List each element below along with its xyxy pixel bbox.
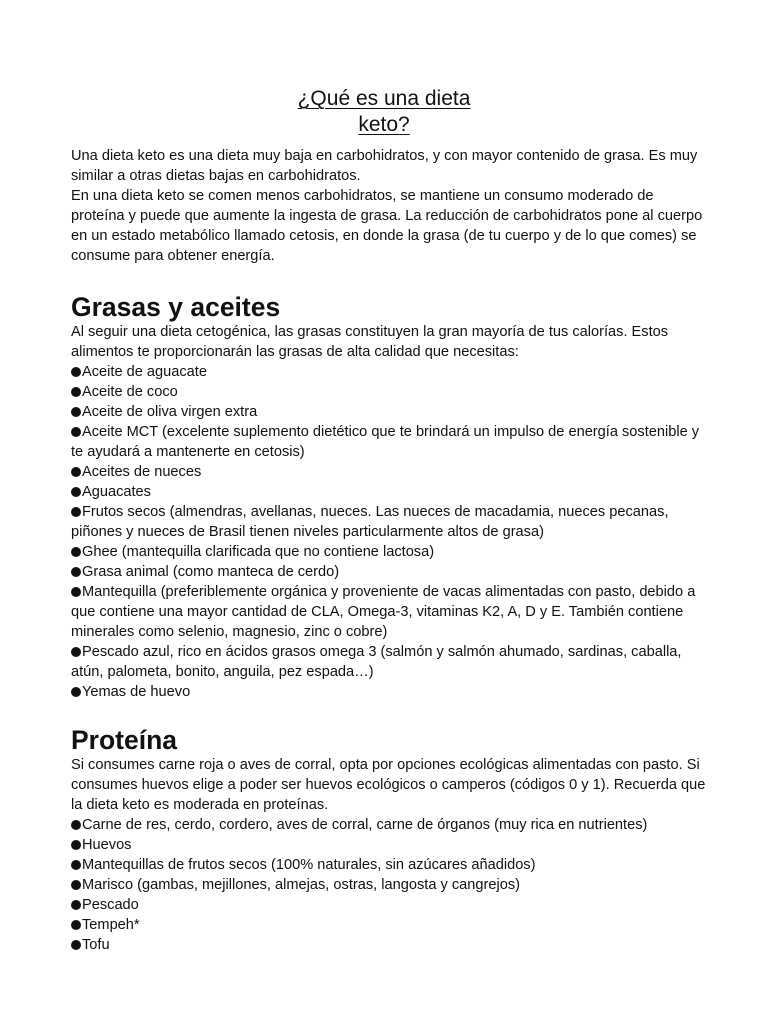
bullet-icon bbox=[71, 507, 81, 517]
bullet-icon bbox=[71, 820, 81, 830]
list-item: Huevos bbox=[71, 835, 711, 855]
bullet-icon bbox=[71, 880, 81, 890]
bullet-icon bbox=[71, 467, 81, 477]
bullet-icon bbox=[71, 367, 81, 377]
list-item: Grasa animal (como manteca de cerdo) bbox=[71, 562, 711, 582]
list-item: Carne de res, cerdo, cordero, aves de corral, carne de órganos (muy rica en nutrientes) bbox=[71, 815, 711, 835]
bullet-icon bbox=[71, 860, 81, 870]
intro-paragraph-1: Una dieta keto es una dieta muy baja en carbohidratos, y con mayor contenido de grasa. Es muy similar a otras dietas bajas en carbohidratos. bbox=[71, 148, 698, 184]
section-heading-proteina: Proteína bbox=[71, 725, 178, 755]
page-title-line-1: ¿Qué es una dieta bbox=[297, 87, 471, 110]
list-item: Mantequillas de frutos secos (100% naturales, sin azúcares añadidos) bbox=[71, 855, 711, 875]
proteina-list bbox=[71, 815, 711, 955]
bullet-icon bbox=[71, 487, 81, 497]
list-item: Marisco (gambas, mejillones, almejas, ostras, langosta y cangrejos) bbox=[71, 875, 711, 895]
bullet-icon bbox=[71, 427, 81, 437]
bullet-icon bbox=[71, 407, 81, 417]
bullet-icon bbox=[71, 840, 81, 850]
bullet-icon bbox=[71, 920, 81, 930]
list-item: Aguacates bbox=[71, 482, 711, 502]
page-title-line-2: keto? bbox=[358, 113, 410, 136]
document-content bbox=[71, 146, 711, 955]
bullet-icon bbox=[71, 940, 81, 950]
list-item: Aceite de aguacate bbox=[71, 362, 711, 382]
bullet-icon bbox=[71, 567, 81, 577]
list-item: Tempeh* bbox=[71, 915, 711, 935]
bullet-icon bbox=[71, 687, 81, 697]
bullet-icon bbox=[71, 387, 81, 397]
list-item: Frutos secos (almendras, avellanas, nueces. Las nueces de macadamia, nueces pecanas, piñones y nueces de Brasil tienen niveles particularmente altos de grasa) bbox=[71, 504, 669, 540]
bullet-icon bbox=[71, 900, 81, 910]
section-heading-grasas: Grasas y aceites bbox=[71, 292, 281, 322]
list-item: Aceite de oliva virgen extra bbox=[71, 402, 711, 422]
proteina-intro: Si consumes carne roja o aves de corral, opta por opciones ecológicas alimentadas con pasto. Si consumes huevos elige a poder ser huevos ecológicos o camperos (códigos 0 y 1). Recuerda que la dieta keto es moderada en proteínas. bbox=[71, 757, 706, 813]
list-item: Pescado bbox=[71, 895, 711, 915]
grasas-list bbox=[71, 362, 711, 702]
list-item: Aceite de coco bbox=[71, 382, 711, 402]
page-title bbox=[0, 86, 768, 138]
bullet-icon bbox=[71, 647, 81, 657]
list-item: Aceite MCT (excelente suplemento dietético que te brindará un impulso de energía sostenible y te ayudará a mantenerte en cetosis) bbox=[71, 424, 700, 460]
list-item: Pescado azul, rico en ácidos grasos omega 3 (salmón y salmón ahumado, sardinas, caballa, atún, palometa, bonito, anguila, pez espada…) bbox=[71, 644, 682, 680]
intro-paragraph-2: En una dieta keto se comen menos carbohidratos, se mantiene un consumo moderado de proteína y puede que aumente la ingesta de grasa. La reducción de carbohidratos pone al cuerpo en un estado metabólico llamado cetosis, en donde la grasa (de tu cuerpo y de lo que comes) se consume para obtener energía. bbox=[71, 188, 703, 264]
bullet-icon bbox=[71, 587, 81, 597]
list-item: Yemas de huevo bbox=[71, 682, 711, 702]
list-item: Tofu bbox=[71, 935, 711, 955]
list-item: Mantequilla (preferiblemente orgánica y proveniente de vacas alimentadas con pasto, debido a que contiene una mayor cantidad de CLA, Omega-3, vitaminas K2, A, D y E. También contiene minerales como selenio, magnesio, zinc o cobre) bbox=[71, 584, 696, 640]
list-item: Ghee (mantequilla clarificada que no contiene lactosa) bbox=[71, 542, 711, 562]
bullet-icon bbox=[71, 547, 81, 557]
list-item: Aceites de nueces bbox=[71, 462, 711, 482]
grasas-intro: Al seguir una dieta cetogénica, las grasas constituyen la gran mayoría de tus calorías. Estos alimentos te proporcionarán las grasas de alta calidad que necesitas: bbox=[71, 324, 669, 360]
